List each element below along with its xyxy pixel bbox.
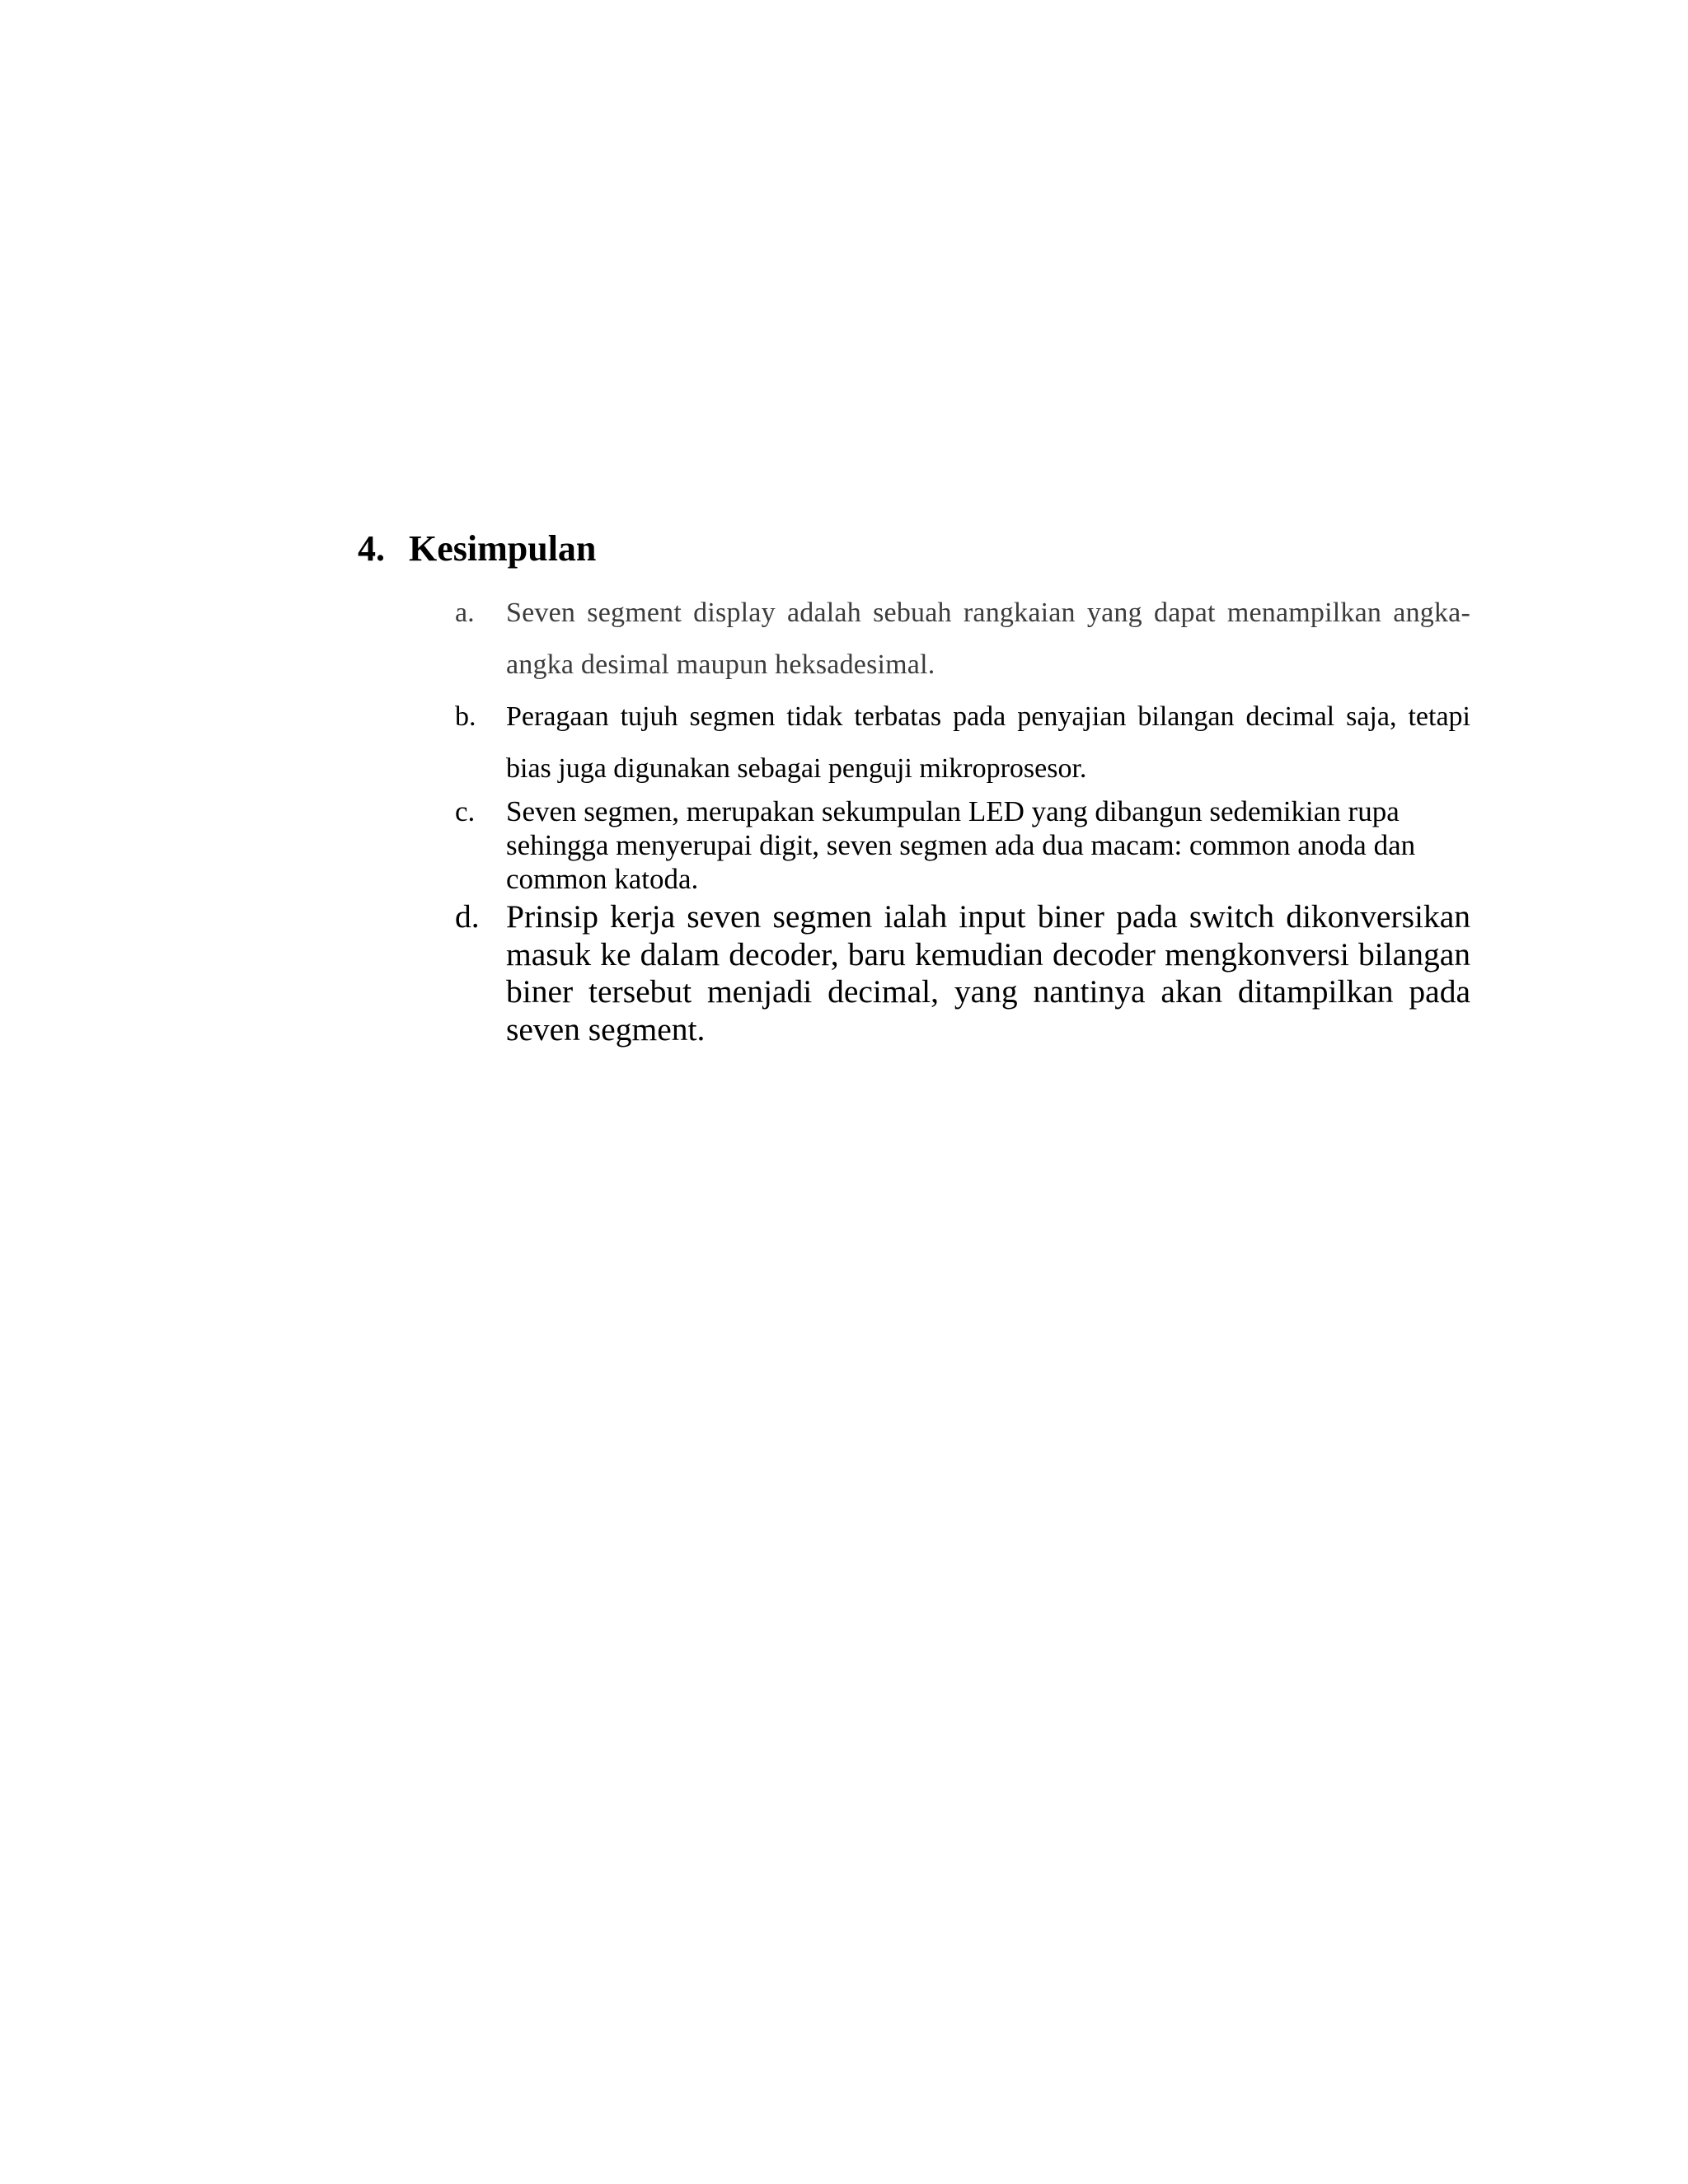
section-heading	[358, 524, 596, 574]
list-item-a	[455, 587, 1470, 691]
list-marker: d.	[455, 898, 480, 935]
list-item-b	[455, 691, 1470, 794]
list-marker: a.	[455, 598, 475, 628]
list-marker: b.	[455, 701, 476, 732]
list-item-d	[455, 898, 1470, 1048]
section-title: Kesimpulan	[409, 528, 597, 569]
list-item-text: Peragaan tujuh segmen tidak terbatas pada penyajian bilangan decimal saja, tetapi bias juga digunakan sebagai penguji mikroprosesor.	[506, 701, 1470, 784]
section-number: 4.	[358, 528, 385, 569]
list-marker: c.	[455, 795, 476, 827]
list-item-text: Seven segment display adalah sebuah rangkaian yang dapat menampilkan angka-angka desimal maupun heksadesimal.	[506, 598, 1470, 680]
list-item-c	[455, 794, 1470, 896]
list-item-text: Prinsip kerja seven segmen ialah input biner pada switch dikonversikan masuk ke dalam decoder, baru kemudian decoder mengkonversi bilangan biner tersebut menjadi decimal, yang nantinya akan ditampilkan pada seven segment.	[506, 898, 1470, 1047]
list-item-text: Seven segmen, merupakan sekumpulan LED yang dibangun sedemikian rupa sehingga menyerupai digit, seven segmen ada dua macam: common anoda dan common katoda.	[506, 795, 1416, 895]
